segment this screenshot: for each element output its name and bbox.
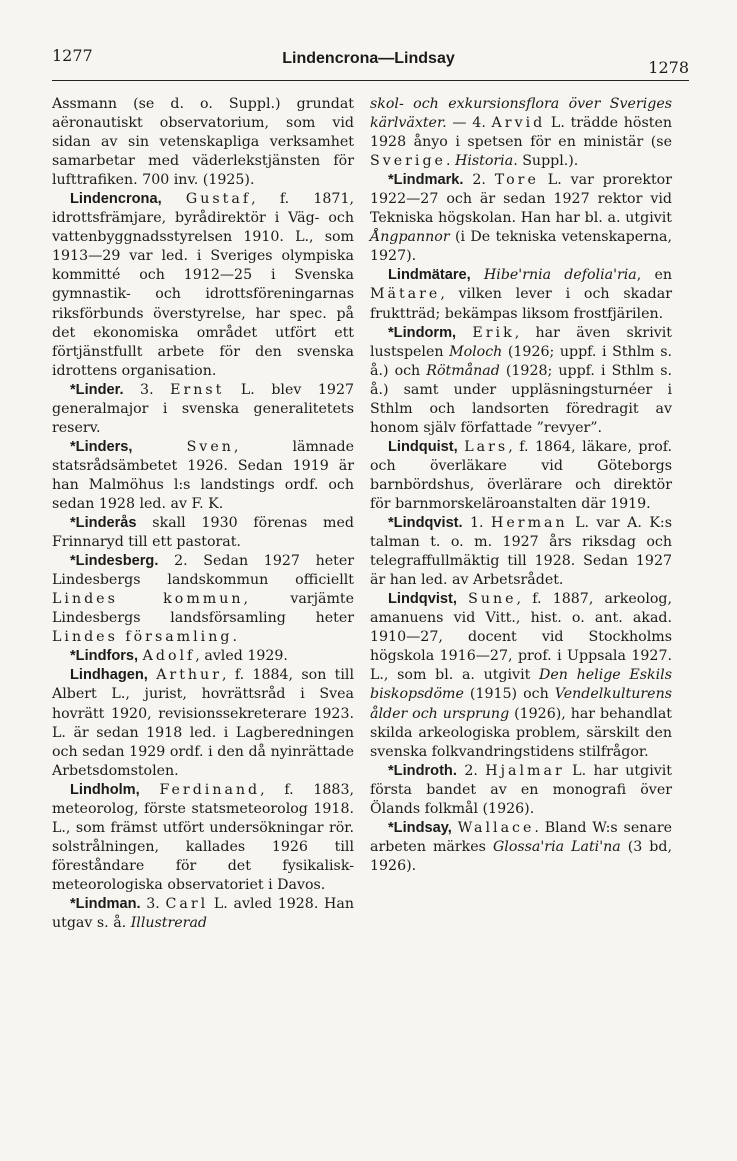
entry-text xyxy=(456,325,472,341)
entry-text: L. har utgivit första bandet av en monografi över Ölands folkmål (1926). xyxy=(370,762,672,817)
right-text-column xyxy=(370,95,672,876)
entry-text xyxy=(148,667,156,683)
entry-headword: Lindmätare, xyxy=(388,267,471,284)
entry-text: L. var prorektor 1922—27 och är sedan 1927 rektor vid Tekniska högskolan. Han har bl. a. utgivit xyxy=(370,172,672,227)
dictionary-entry xyxy=(52,552,354,647)
dictionary-entry xyxy=(52,647,354,666)
left-page-number: 1277 xyxy=(52,46,93,65)
dictionary-entry xyxy=(52,381,354,438)
entry-text xyxy=(457,591,468,607)
spaced-name: Lars xyxy=(464,438,509,455)
spaced-name: Ferdinand xyxy=(159,781,261,798)
spaced-name: Sune xyxy=(468,591,517,608)
dictionary-entry xyxy=(370,171,672,266)
entry-text: , vilken lever i och skadar fruktträd; bekämpas liksom frostfjärilen. xyxy=(370,286,672,322)
dictionary-entry xyxy=(52,781,354,895)
entry-headword: *Lindqvist. xyxy=(388,515,463,532)
left-text-column xyxy=(52,95,354,933)
spaced-name: Tore xyxy=(494,172,539,189)
spaced-name: Ernst xyxy=(170,381,225,398)
entry-text: . xyxy=(445,153,455,170)
spaced-name: Sverige xyxy=(370,153,446,170)
dictionary-entry xyxy=(370,438,672,514)
entry-text: — 4. xyxy=(446,115,492,132)
entry-headword: *Lindman. xyxy=(70,895,141,912)
spaced-name: Carl xyxy=(165,895,209,912)
right-page-number: 1278 xyxy=(648,58,689,77)
entry-headword: *Lindesberg. xyxy=(70,553,159,570)
entry-text: 2. Sedan 1927 heter Lindesbergs landskommun officiellt xyxy=(52,553,354,589)
entry-headword: Lindholm, xyxy=(70,781,140,798)
entry-text: L. var A. K:s talman t. o. m. 1927 års riksdag och telegraffullmäktig till 1928. Sedan 1927 är han led. av Arbetsrådet. xyxy=(370,515,672,589)
entry-text: 2. xyxy=(456,762,486,779)
entry-text: . xyxy=(232,629,237,646)
italic-title: Glossa'ria Lati'na xyxy=(492,838,621,855)
entry-text: (i De tekniska vetenskaperna, 1927). xyxy=(370,229,672,265)
spaced-name: Adolf xyxy=(142,648,196,665)
spaced-name: Herman xyxy=(491,515,568,532)
entry-headword: *Lindmark. xyxy=(388,172,464,189)
entry-text: , en xyxy=(636,267,673,284)
italic-title: skol- och exkursionsflora över Sveriges kärlväxter. xyxy=(370,96,672,132)
entry-text: , f. 1884, son till Albert L., jurist, hovrättsråd i Svea hovrätt 1920, revisionssekreterare 1923. L. är sedan 1918 led. i Lagberedningen och sedan 1929 ordf. i den då nyinrättade Arbetsdomstolen. xyxy=(52,667,354,779)
entry-text: , avled 1929. xyxy=(195,648,288,665)
entry-text: 3. xyxy=(140,895,166,912)
entry-text: skall 1930 förenas med Frinnaryd till ett pastorat. xyxy=(52,515,354,551)
italic-title: Moloch xyxy=(449,343,503,360)
entry-headword: *Linders, xyxy=(70,438,133,455)
entry-headword: *Linderås xyxy=(70,515,137,532)
italic-title: Vendelkulturens ålder och ursprung xyxy=(370,686,672,722)
entry-text: . Suppl.). xyxy=(513,153,579,170)
spaced-name: Lindes församling xyxy=(52,629,233,646)
entry-headword: *Lindfors, xyxy=(70,648,139,665)
entry-text: L. blev 1927 generalmajor i svenska generalitetets reserv. xyxy=(52,381,354,436)
spaced-name: Arthur xyxy=(156,667,222,684)
entry-text xyxy=(471,267,484,283)
dictionary-entry xyxy=(370,266,672,323)
spaced-name: Wallace xyxy=(457,819,535,836)
entry-headword: Lindquist, xyxy=(388,438,458,455)
entry-text: (1926), har behandlat skilda arkeologiska problem, särskilt den svenska folkvandringstidens stilfrågor. xyxy=(370,705,672,760)
italic-title: Ångpannor xyxy=(370,229,450,246)
entry-text xyxy=(132,439,186,455)
entry-text: . Bland W:s senare arbeten märkes xyxy=(370,819,672,855)
entry-text: 2. xyxy=(463,172,495,189)
entry-text: (1926; uppf. i Sthlm s. å.) och xyxy=(370,343,672,379)
entry-text: , varjämte Lindesbergs landsförsamling heter xyxy=(52,591,354,627)
italic-title: Historia xyxy=(454,153,514,170)
spaced-name: Hjalmar xyxy=(485,762,565,779)
entry-text: , har även skrivit lustspelen xyxy=(370,324,672,360)
entry-headword: Lindencrona, xyxy=(70,191,162,208)
dictionary-entry xyxy=(52,190,354,380)
entry-text: L. avled 1928. Han utgav s. å. xyxy=(52,895,355,932)
entry-text: 1. xyxy=(462,515,492,532)
entry-headword: *Linder. xyxy=(70,381,124,398)
entry-text: , f. 1883, meteorolog, förste statsmeteorolog 1918. L., som främst utfört undersökningar rör. solstrålningen, kallades 1926 till föreståndare för det fysikalisk-meteorologiska observatoriet i Davos. xyxy=(52,781,354,893)
spaced-name: Erik xyxy=(472,324,515,341)
entry-text: , f. 1864, läkare, prof. och överläkare vid Göteborgs barnbördshus, överlärare och direktör för barnmorskeläroanstalten där 1919. xyxy=(370,438,672,512)
spaced-name: Lindes kommun xyxy=(52,591,244,608)
header-rule xyxy=(52,80,689,81)
entry-headword: Lindqvist, xyxy=(388,591,457,608)
entry-headword: *Lindsay, xyxy=(388,819,452,836)
spaced-name: Sven xyxy=(186,438,234,455)
entry-text: , lämnade statsrådsämbetet 1926. Sedan 1919 är han Malmöhus l:s landstings ordf. och sedan 1928 led. av F. K. xyxy=(52,438,355,512)
entry-text: , f. 1871, idrottsfrämjare, byrådirektör i Väg- och vattenbyggnadsstyrelsen 1910. L., som 1913—29 var led. i Sveriges olympiska kommitté och 1912—25 i Svenska gymnastik- och idrottsföreningarnas riksförbunds överstyrelse, har spec. på det ekonomiska området utfört ett förtjänstfullt arbete för den svenska idrottens organisation. xyxy=(52,191,354,379)
entry-text: L. trädde hösten 1928 ånyo i spetsen för en ministär (se xyxy=(370,115,672,151)
dictionary-entry xyxy=(370,514,672,590)
entry-text: (1928; uppf. i Sthlm s. å.) samt under uppläsningsturnéer i Sthlm och landsorten föredragit av honom själv författade ”revyer”. xyxy=(370,362,673,436)
italic-title: Illustrerad xyxy=(130,915,207,932)
entry-text: (3 bd, 1926). xyxy=(370,838,672,874)
spaced-name: Mätare xyxy=(370,286,441,303)
entry-text: (1915) och xyxy=(463,686,555,703)
running-head-title: Lindencrona—Lindsay xyxy=(282,50,455,67)
entry-text: , f. 1887, arkeolog, amanuens vid Vitt., hist. o. ant. akad. 1910—27, docent vid Stockholms högskola 1916—27, prof. i Uppsala 1927. L., som bl. a. utgivit xyxy=(370,591,672,684)
italic-title: Rötmånad xyxy=(426,362,500,379)
dictionary-entry xyxy=(370,590,672,761)
dictionary-entry xyxy=(52,438,354,514)
dictionary-entry xyxy=(52,95,354,190)
spaced-name: Gustaf xyxy=(185,191,252,208)
dictionary-entry xyxy=(370,95,672,171)
dictionary-entry xyxy=(370,324,672,438)
dictionary-entry xyxy=(370,762,672,819)
italic-title: Hibe'rnia defolia'ria xyxy=(483,267,637,284)
entry-text: Assmann (se d. o. Suppl.) grundat aëronautiskt observatorium, som vid sidan av sin vetenskapliga verksamhet samarbetar med väderlekstjänsten för lufttrafiken. 700 inv. (1925). xyxy=(52,96,354,189)
dictionary-entry xyxy=(52,666,354,780)
entry-headword: *Lindorm, xyxy=(388,324,457,341)
dictionary-entry xyxy=(370,819,672,876)
dictionary-entry xyxy=(52,895,354,933)
dictionary-entry xyxy=(52,514,354,552)
entry-text: 3. xyxy=(123,381,171,398)
italic-title: Den helige Eskils biskopsdöme xyxy=(370,667,672,703)
entry-text xyxy=(140,782,160,798)
spaced-name: Arvid xyxy=(491,115,546,132)
entry-headword: Lindhagen, xyxy=(70,667,148,684)
entry-text xyxy=(162,191,186,207)
entry-headword: *Lindroth. xyxy=(388,762,457,779)
